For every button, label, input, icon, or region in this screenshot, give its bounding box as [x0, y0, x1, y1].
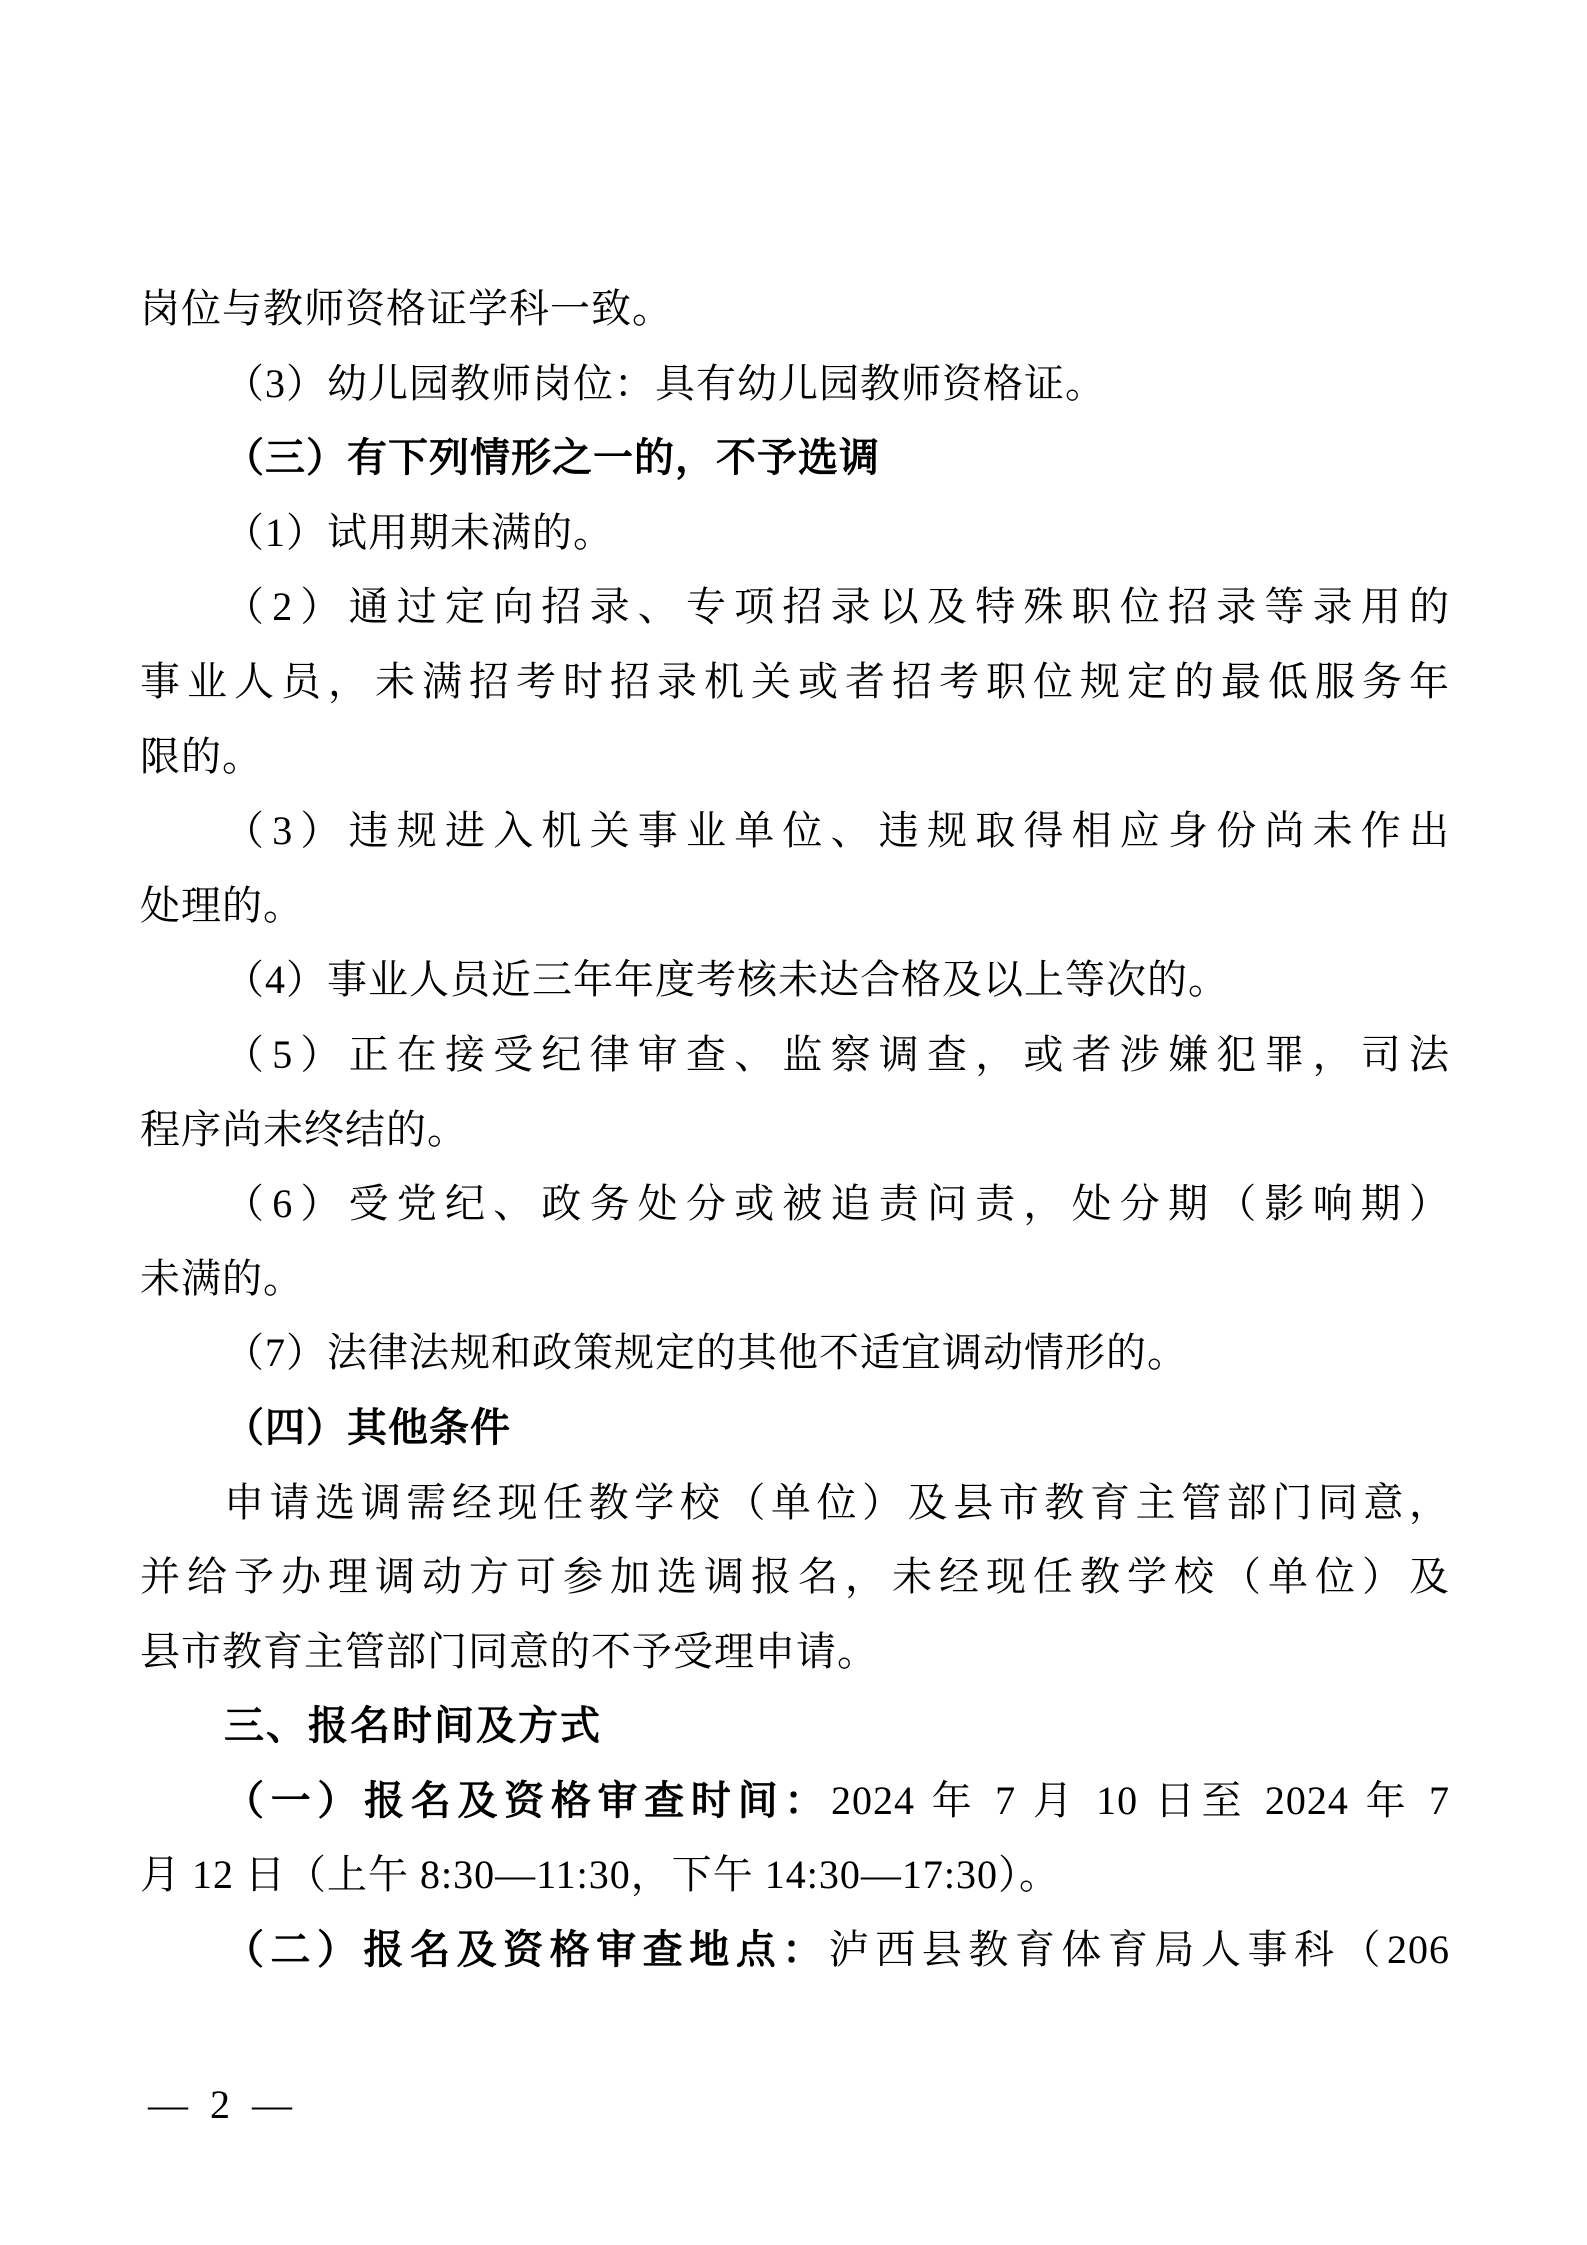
text-segment: （4）事业人员近三年年度考核未达合格及以上等次的。	[224, 957, 1229, 1003]
text-line-20	[140, 1689, 1450, 1764]
text-segment: 申请选调需经现任教学校（单位）及县市教育主管部门同意，	[224, 1479, 1450, 1525]
text-segment: （6）受党纪、政务处分或被追责问责，处分期（影响期）	[224, 1181, 1450, 1227]
text-line-16	[140, 1391, 1450, 1466]
text-segment: （2）通过定向招录、专项招录以及特殊职位招录等录用的	[224, 584, 1450, 630]
text-line-13	[140, 1167, 1450, 1242]
text-line-2	[140, 347, 1450, 422]
text-segment: 2024 年 7 月 10 日至 2024 年 7	[831, 1777, 1450, 1823]
text-segment: （3）幼儿园教师岗位：具有幼儿园教师资格证。	[224, 360, 1106, 406]
text-segment: （5）正在接受纪律审查、监察调查，或者涉嫌犯罪，司法	[224, 1031, 1450, 1077]
text-line-22	[140, 1838, 1450, 1913]
text-line-10	[140, 943, 1450, 1018]
text-line-19	[140, 1615, 1450, 1690]
text-segment: 处理的。	[140, 882, 304, 928]
text-line-23	[140, 1913, 1450, 1988]
text-segment: （7）法律法规和政策规定的其他不适宜调动情形的。	[224, 1330, 1188, 1376]
text-line-6	[140, 645, 1450, 720]
text-segment: 限的。	[140, 733, 263, 779]
page-number: — 2 —	[148, 2082, 298, 2127]
text-segment: （1）试用期未满的。	[224, 509, 614, 555]
text-line-11	[140, 1018, 1450, 1093]
text-segment: 事业人员，未满招考时招录机关或者招考职位规定的最低服务年	[140, 658, 1450, 704]
text-segment-bold: （二）报名及资格审查地点：	[224, 1927, 829, 1973]
text-line-12	[140, 1093, 1450, 1168]
text-line-21	[140, 1764, 1450, 1839]
text-line-17	[140, 1466, 1450, 1541]
text-line-14	[140, 1242, 1450, 1317]
text-line-8	[140, 794, 1450, 869]
text-line-1	[140, 272, 1450, 347]
text-line-5	[140, 570, 1450, 645]
text-line-18	[140, 1540, 1450, 1615]
text-segment: 县市教育主管部门同意的不予受理申请。	[140, 1628, 878, 1674]
text-line-3	[140, 421, 1450, 496]
text-line-7	[140, 720, 1450, 795]
text-segment: 月 12 日（上午 8:30—11:30，下午 14:30—17:30）。	[140, 1852, 1060, 1898]
text-segment: 程序尚未终结的。	[140, 1106, 468, 1152]
text-line-15	[140, 1316, 1450, 1391]
text-segment-bold: （三）有下列情形之一的，不予选调	[224, 435, 880, 481]
text-line-4	[140, 496, 1450, 571]
text-segment: （3）违规进入机关事业单位、违规取得相应身份尚未作出	[224, 808, 1450, 854]
text-segment-bold: （一）报名及资格审查时间：	[224, 1777, 831, 1823]
text-line-9	[140, 869, 1450, 944]
text-segment-bold: 三、报名时间及方式	[224, 1704, 602, 1749]
text-segment: 并给予办理调动方可参加选调报名，未经现任教学校（单位）及	[140, 1554, 1450, 1600]
text-segment: 泸西县教育体育局人事科（206	[828, 1927, 1451, 1973]
text-segment: 未满的。	[140, 1255, 304, 1301]
text-segment: 岗位与教师资格证学科一致。	[140, 286, 673, 331]
document-body	[140, 272, 1450, 1988]
text-segment-bold: （四）其他条件	[224, 1404, 511, 1450]
